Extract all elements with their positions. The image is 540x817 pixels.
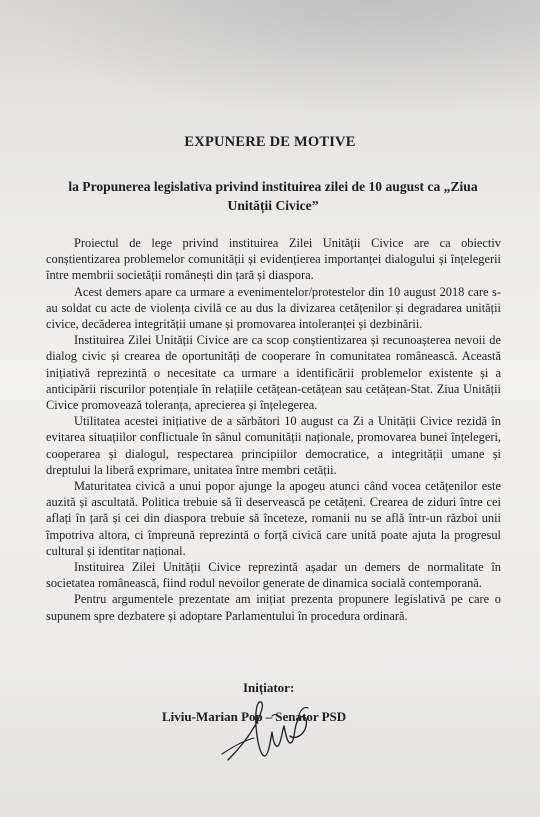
paragraph: Instituirea Zilei Unității Civice reprezintă așadar un demers de normalitate în societatea românească, fiind rodul nevoilor generate de dinamica socială contemporană.: [46, 560, 501, 591]
paragraph: Pentru argumentele prezentate am inițiat prezenta propunere legislativă pe care o supunem spre dezbatere și adoptare Parlamentului în procedura ordinară.: [46, 592, 501, 623]
document-subtitle: la Propunerea legislativa privind instituirea zilei de 10 august ca „Ziua Unității Civice”: [68, 179, 478, 213]
paragraph: Utilitatea acestei inițiative de a sărbători 10 august ca Zi a Unității Civice rezidă în evitarea situațiilor conflictuale în sânul comunității naționale, promovarea bunei înțelegeri, cooperarea și dialogul, respectarea principiilor democratice, a integrității umane și dreptului la liberă exprimare, unitatea între membri cetății.: [46, 414, 501, 477]
signatory-separator: –: [265, 709, 273, 724]
paragraph: Maturitatea civică a unui popor ajunge la apogeu atunci când vocea cetățenilor este auzită și ascultată. Politica trebuie să îi deservească pe cetățeni. Crearea de ziduri între cei aflați în țară și cei din diaspora trebuie să înceteze, romanii nu se află într-un război unii împotriva altora, ci împreună reprezintă o forță civică care unită poate ajuta la progresul cultural și identitar național.: [46, 479, 501, 558]
document-body: [46, 235, 501, 624]
signatory-name: Liviu-Marian Pop: [162, 709, 263, 724]
initiator-label: Inițiator:: [243, 680, 295, 695]
paragraph: Instituirea Zilei Unității Civice are ca scop conștientizarea și recunoașterea nevoii de dialog civic și crearea de oportunități de cooperare în comunitatea românească. Această inițiativă reprezintă o necesitate ca urmare a identificării problemelor existente și a anticipării riscurilor potențiale în relațiile cetățean-cetățean sau cetățean-Stat. Ziua Unității Civice promovează toleranța, aprecierea și înțelegerea.: [46, 333, 501, 413]
paragraph: Acest demers apare ca urmare a evenimentelor/protestelor din 10 august 2018 care s-au soldat cu acte de violența civilă ce au dus la divizarea cetățenilor și degradarea unității civice, decăderea integrității umane și promovarea intoleranței și dezbinării.: [46, 284, 501, 332]
document-title: EXPUNERE DE MOTIVE: [184, 134, 356, 150]
signatory-role: Senator PSD: [275, 709, 347, 724]
handwritten-signature: [220, 696, 330, 764]
paragraph: Proiectul de lege privind instituirea Zilei Unității Civice are ca obiectiv conștientizarea problemelor comunității și evidențierea importanței dialogului și înțelegerii între membrii societății românești din țară și diaspora.: [46, 236, 501, 283]
